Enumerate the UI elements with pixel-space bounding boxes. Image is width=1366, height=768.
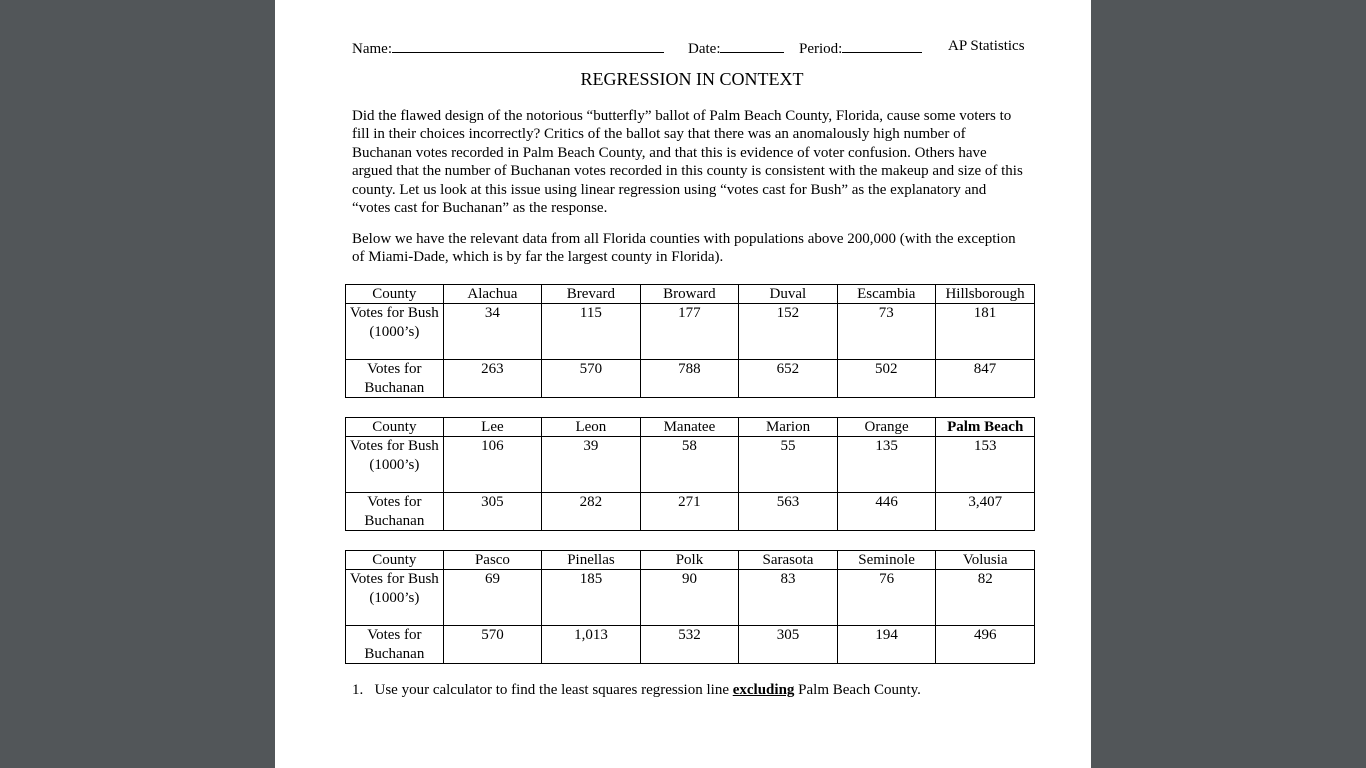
bush-cell: 39 — [542, 437, 640, 493]
county-cell: Escambia — [837, 285, 936, 304]
county-cell: Volusia — [936, 551, 1035, 570]
buchanan-cell: 563 — [739, 493, 838, 531]
table-row-bush — [346, 437, 1035, 493]
county-cell: Duval — [739, 285, 837, 304]
row-label-county: County — [346, 285, 444, 304]
intro-paragraph: Did the flawed design of the notorious “butterfly” ballot of Palm Beach County, Florida, cause some voters to fill in their choices incorrectly? Critics of the ballot say that there was an anomalously high number of Buchanan votes recorded in Palm Beach County, and that this is evidence of voter confusion. Others have argued that the number of Buchanan votes recorded in this county is consistent with the makeup and size of this county. Let us look at this issue using linear regression using “votes cast for Bush” as the explanatory and “votes cast for Buchanan” as the response. — [352, 108, 1023, 217]
bush-cell: 76 — [837, 570, 936, 626]
row-label-buchanan: Votes for Buchanan — [346, 626, 444, 664]
bush-cell: 153 — [936, 437, 1035, 493]
question-text-after: Palm Beach County. — [794, 682, 921, 698]
buchanan-cell: 532 — [640, 626, 738, 664]
table-row-county — [346, 418, 1035, 437]
document-page — [275, 0, 1091, 768]
bush-cell: 73 — [837, 304, 936, 360]
county-cell: Orange — [837, 418, 936, 437]
bush-cell: 177 — [640, 304, 739, 360]
county-cell: Sarasota — [739, 551, 838, 570]
buchanan-cell: 305 — [443, 493, 541, 531]
course-label: AP Statistics — [948, 38, 1025, 54]
date-label: Date: — [688, 41, 721, 57]
county-cell: Pasco — [443, 551, 541, 570]
date-blank[interactable] — [720, 38, 784, 53]
period-field — [799, 38, 922, 58]
bush-cell: 152 — [739, 304, 837, 360]
buchanan-cell: 788 — [640, 360, 739, 398]
county-cell-palm-beach: Palm Beach — [936, 418, 1035, 437]
bush-cell: 69 — [443, 570, 541, 626]
county-cell: Polk — [640, 551, 738, 570]
bush-cell: 83 — [739, 570, 838, 626]
question-number: 1. — [352, 682, 364, 698]
name-field — [352, 38, 664, 58]
table-row-buchanan — [346, 626, 1035, 664]
buchanan-cell: 3,407 — [936, 493, 1035, 531]
bush-cell: 106 — [443, 437, 541, 493]
data-paragraph: Below we have the relevant data from all Florida counties with populations above 200,000 (with the exception of Miami-Dade, which is by far the largest county in Florida). — [352, 231, 1016, 266]
bush-cell: 58 — [640, 437, 739, 493]
buchanan-cell: 570 — [443, 626, 541, 664]
question-text-before: Use your calculator to find the least squares regression line — [374, 682, 733, 698]
period-label: Period: — [799, 41, 843, 57]
page-title: REGRESSION IN CONTEXT — [580, 69, 804, 89]
buchanan-cell: 194 — [837, 626, 936, 664]
county-cell: Alachua — [443, 285, 542, 304]
bush-cell: 135 — [837, 437, 936, 493]
row-label-buchanan: Votes for Buchanan — [346, 493, 444, 531]
county-cell: Lee — [443, 418, 541, 437]
county-cell: Hillsborough — [936, 285, 1035, 304]
table-row-buchanan — [346, 493, 1035, 531]
buchanan-cell: 847 — [936, 360, 1035, 398]
buchanan-cell: 570 — [542, 360, 640, 398]
buchanan-cell: 1,013 — [542, 626, 641, 664]
buchanan-cell: 496 — [936, 626, 1035, 664]
buchanan-cell: 446 — [837, 493, 936, 531]
bush-cell: 55 — [739, 437, 838, 493]
bush-cell: 115 — [542, 304, 640, 360]
buchanan-cell: 271 — [640, 493, 739, 531]
table-row-county — [346, 551, 1035, 570]
bush-cell: 185 — [542, 570, 641, 626]
buchanan-cell: 652 — [739, 360, 837, 398]
period-blank[interactable] — [842, 38, 922, 53]
buchanan-cell: 263 — [443, 360, 542, 398]
row-label-county: County — [346, 418, 444, 437]
county-cell: Seminole — [837, 551, 936, 570]
bush-cell: 181 — [936, 304, 1035, 360]
name-blank[interactable] — [392, 38, 664, 53]
date-field — [688, 38, 784, 58]
bush-cell: 82 — [936, 570, 1035, 626]
county-cell: Marion — [739, 418, 838, 437]
row-label-buchanan: Votes for Buchanan — [346, 360, 444, 398]
name-label: Name: — [352, 41, 392, 57]
question-1 — [352, 682, 1032, 699]
data-table-2 — [345, 417, 1035, 531]
county-cell: Pinellas — [542, 551, 641, 570]
county-cell: Leon — [542, 418, 640, 437]
bush-cell: 90 — [640, 570, 738, 626]
row-label-bush: Votes for Bush (1000’s) — [346, 304, 444, 360]
table-row-bush — [346, 570, 1035, 626]
buchanan-cell: 502 — [837, 360, 936, 398]
question-emphasis: excluding — [732, 682, 795, 698]
county-cell: Manatee — [640, 418, 739, 437]
county-cell: Broward — [640, 285, 739, 304]
table-row-buchanan — [346, 360, 1035, 398]
table-row-county — [346, 285, 1035, 304]
county-cell: Brevard — [542, 285, 640, 304]
row-label-bush: Votes for Bush (1000’s) — [346, 570, 444, 626]
row-label-county: County — [346, 551, 444, 570]
buchanan-cell: 305 — [739, 626, 838, 664]
row-label-bush: Votes for Bush (1000’s) — [346, 437, 444, 493]
table-row-bush — [346, 304, 1035, 360]
data-table-1 — [345, 284, 1035, 398]
data-table-3 — [345, 550, 1035, 664]
buchanan-cell: 282 — [542, 493, 640, 531]
bush-cell: 34 — [443, 304, 542, 360]
